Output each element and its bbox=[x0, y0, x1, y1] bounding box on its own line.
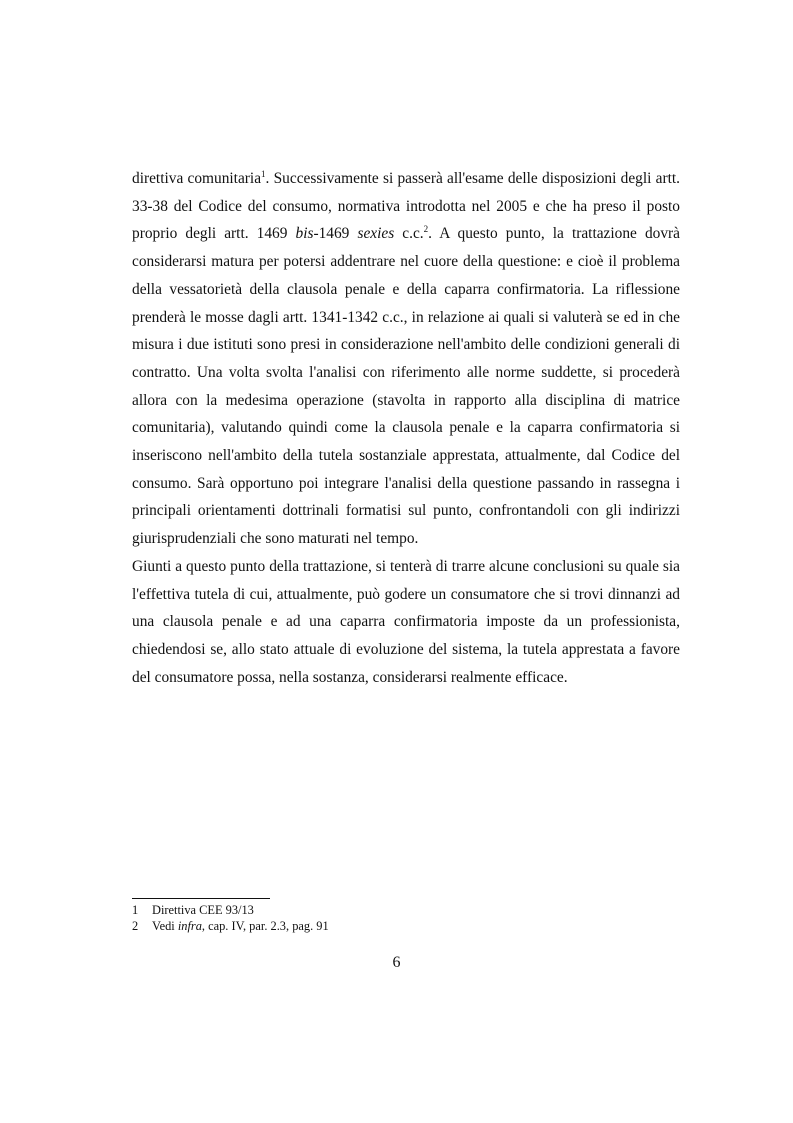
footnote-ref-1[interactable]: 1 bbox=[261, 168, 266, 179]
paragraph-2: Giunti a questo punto della trattazione, si tenterà di trarre alcune conclusioni su quale sia l'effettiva tutela di cui, attualmente, può godere un consumatore che si trovi dinnanzi ad una clausola penale e ad una caparra confirmatoria imposte da un professionista, chiedendosi se, allo stato attuale di evoluzione del sistema, la tutela apprestata a favore del consumatore possa, nella sostanza, considerarsi realmente efficace. bbox=[132, 557, 680, 686]
footnote-1 bbox=[132, 903, 680, 919]
page-number: 6 bbox=[392, 954, 401, 971]
footnote-number: 2 bbox=[132, 918, 139, 933]
paragraph-1: direttiva comunitaria$^1$. Successivamente si passerà all'esame delle disposizioni degli artt. 33-38 del Codice del consumo, normativa introdotta nel 2005 e che ha preso il posto proprio degli artt. 1469 bis-1469 sexies c.c.$^2$. A questo punto, la trattazione dovrà considerarsi matura per potersi addentrare nel cuore della questione: e cioè il problema della vessatorietà della clausola penale e della caparra confirmatoria. La riflessione prenderà le mosse dagli artt. 1341-1342 c.c., in relazione ai quali si valuterà se ed in che misura i due istituti sono presi in considerazione nell'ambito delle condizioni generali di contratto. Una volta svolta l'analisi con riferimento alle norme suddette, si procederà allora con la medesima operazione (stavolta in rapporto alla disciplina di matrice comunitaria), valutando quindi come la clausola penale e la caparra confirmatoria si inseriscono nell'ambito della tutela sostanziale apprestata, attualmente, dal Codice del consumo. Sarà opportuno poi integrare l'analisi della questione passando in rassegna i principali orientamenti dottrinali formatisi sul punto, confrontandoli con gli indirizzi giurisprudenziali che sono maturati nel tempo. bbox=[132, 168, 680, 548]
main-text bbox=[132, 165, 680, 691]
footnote-2 bbox=[132, 919, 680, 935]
footnote-text: Vedi infra, cap. IV, par. 2.3, pag. 91 bbox=[152, 918, 329, 933]
footnote-ref-2[interactable]: 2 bbox=[423, 224, 429, 235]
footnote-number: 1 bbox=[132, 903, 139, 917]
footnotes bbox=[132, 903, 680, 934]
emphasis-infra: infra bbox=[177, 918, 202, 933]
footnote-separator bbox=[132, 898, 270, 899]
emphasis-bis: bis bbox=[295, 225, 314, 243]
footnote-text: Direttiva CEE 93/13 bbox=[152, 903, 254, 917]
emphasis-sexies: sexies bbox=[357, 225, 395, 243]
